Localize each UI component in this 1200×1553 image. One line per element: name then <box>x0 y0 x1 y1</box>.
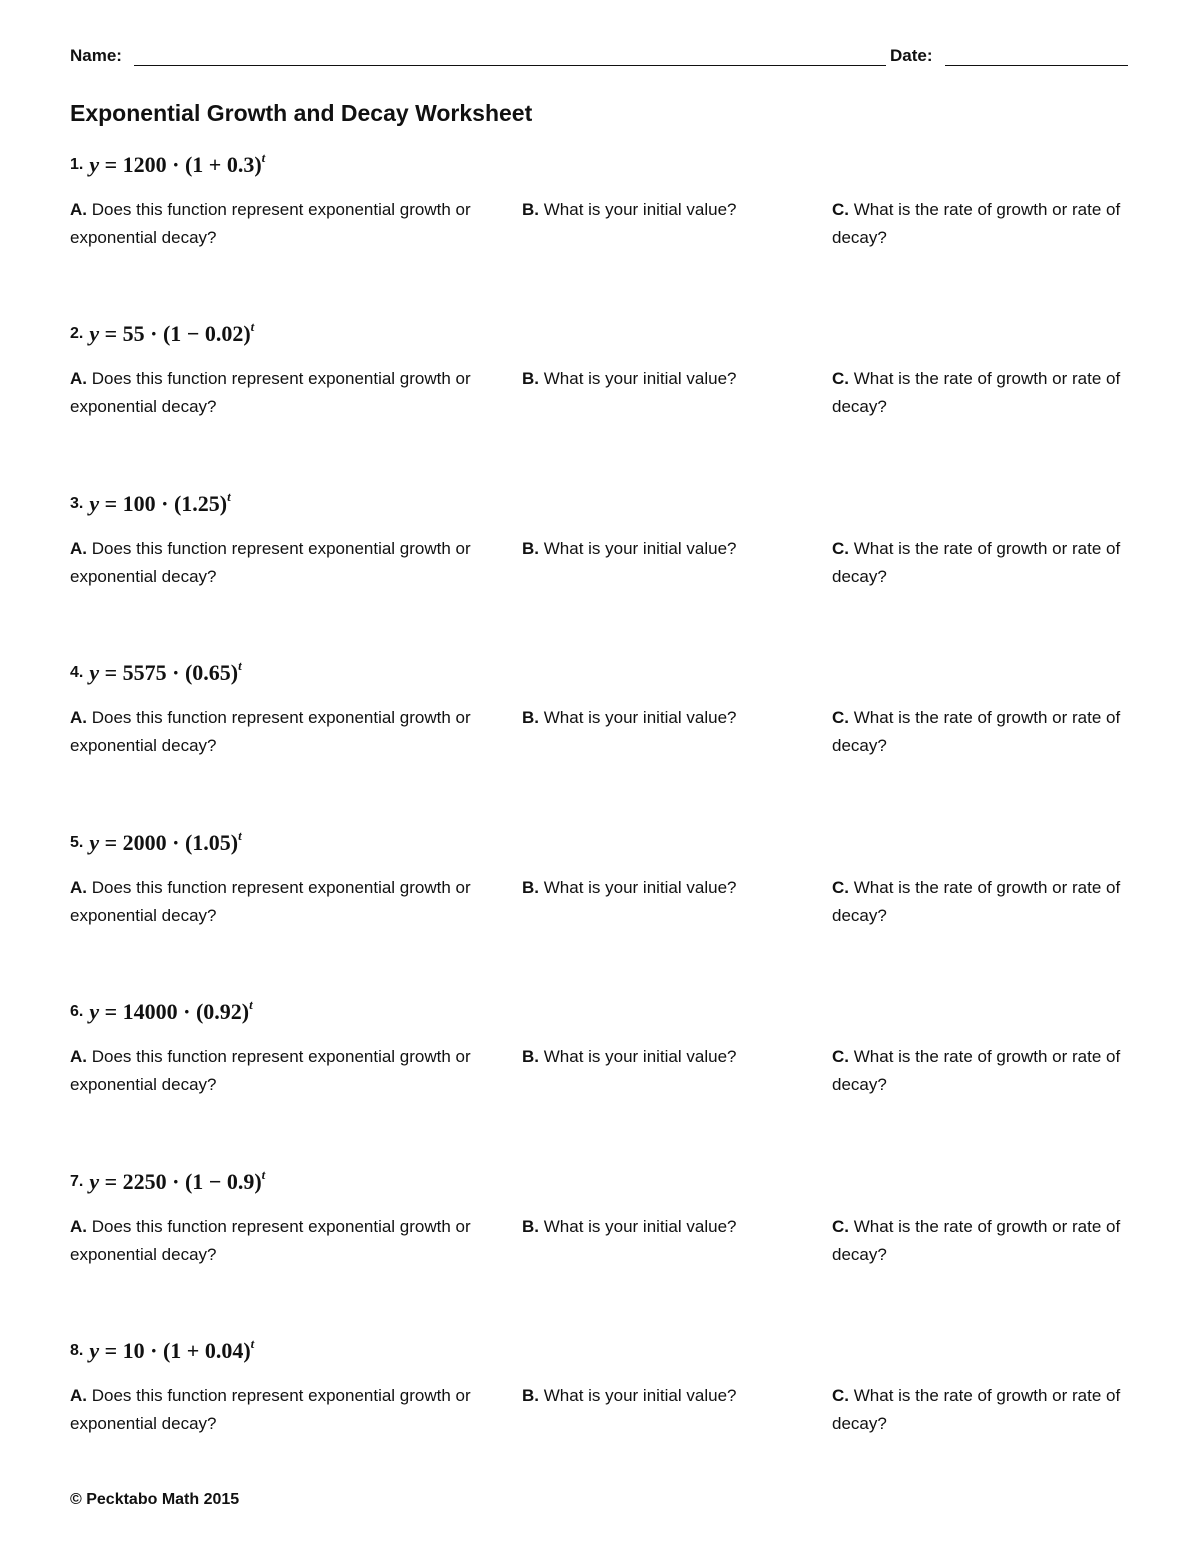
question-a: A. Does this function represent exponential growth or exponential decay? <box>70 1386 471 1433</box>
problem-equation <box>70 491 231 521</box>
problem-7 <box>70 1169 1130 1299</box>
equation: $y = 2250 \cdot (1 - 0.9)^t$ <box>89 1167 266 1195</box>
problem-equation <box>70 999 253 1029</box>
name-blank-line[interactable] <box>134 65 886 66</box>
equation: $y = 1200 \cdot (1 + 0.3)^t$ <box>89 150 266 178</box>
problem-equation <box>70 1169 265 1199</box>
equation: $y = 100 \cdot (1.25)^t$ <box>89 489 231 517</box>
question-b: B. What is your initial value? <box>522 1047 737 1066</box>
copyright-footer: © Pecktabo Math 2015 <box>70 1491 240 1508</box>
name-label: Name: <box>70 46 122 65</box>
question-b: B. What is your initial value? <box>522 200 737 219</box>
problem-5 <box>70 830 1130 960</box>
problem-equation <box>70 830 242 860</box>
date-label: Date: <box>890 46 933 65</box>
question-c: C. What is the rate of growth or rate of decay? <box>832 369 1121 416</box>
problem-equation <box>70 152 265 182</box>
date-blank-line[interactable] <box>945 65 1128 66</box>
question-c: C. What is the rate of growth or rate of decay? <box>832 1386 1121 1433</box>
question-c: C. What is the rate of growth or rate of decay? <box>832 539 1121 586</box>
problem-2 <box>70 321 1130 451</box>
problem-number: 1. <box>70 156 84 174</box>
question-c: C. What is the rate of growth or rate of decay? <box>832 1217 1121 1264</box>
page-title: Exponential Growth and Decay Worksheet <box>70 100 533 126</box>
question-b: B. What is your initial value? <box>522 539 737 558</box>
problem-number: 2. <box>70 325 84 343</box>
question-c: C. What is the rate of growth or rate of decay? <box>832 708 1121 755</box>
equation: $y = 2000 \cdot (1.05)^t$ <box>89 828 242 856</box>
equation: $y = 5575 \cdot (0.65)^t$ <box>89 658 242 686</box>
problem-number: 3. <box>70 495 84 513</box>
equation: $y = 55 \cdot (1 - 0.02)^t$ <box>89 319 255 347</box>
problem-equation <box>70 321 254 351</box>
question-c: C. What is the rate of growth or rate of decay? <box>832 1047 1121 1094</box>
question-b: B. What is your initial value? <box>522 708 737 727</box>
problem-number: 7. <box>70 1173 84 1191</box>
question-a: A. Does this function represent exponential growth or exponential decay? <box>70 1217 471 1264</box>
question-a: A. Does this function represent exponential growth or exponential decay? <box>70 708 471 755</box>
question-a: A. Does this function represent exponential growth or exponential decay? <box>70 878 471 925</box>
question-a: A. Does this function represent exponential growth or exponential decay? <box>70 369 471 416</box>
problem-number: 5. <box>70 834 84 852</box>
question-b: B. What is your initial value? <box>522 1217 737 1236</box>
question-b: B. What is your initial value? <box>522 1386 737 1405</box>
problem-number: 4. <box>70 664 84 682</box>
problem-3 <box>70 491 1130 621</box>
header-row <box>70 44 1128 68</box>
problem-equation <box>70 1338 254 1368</box>
question-a: A. Does this function represent exponential growth or exponential decay? <box>70 200 471 247</box>
problem-equation <box>70 660 242 690</box>
equation: $y = 14000 \cdot (0.92)^t$ <box>89 997 253 1025</box>
question-c: C. What is the rate of growth or rate of decay? <box>832 878 1121 925</box>
problem-1 <box>70 152 1130 282</box>
question-c: C. What is the rate of growth or rate of decay? <box>832 200 1121 247</box>
question-b: B. What is your initial value? <box>522 369 737 388</box>
problem-6 <box>70 999 1130 1129</box>
problem-number: 6. <box>70 1003 84 1021</box>
problem-number: 8. <box>70 1342 84 1360</box>
question-a: A. Does this function represent exponential growth or exponential decay? <box>70 1047 471 1094</box>
question-b: B. What is your initial value? <box>522 878 737 897</box>
problem-8 <box>70 1338 1130 1468</box>
question-a: A. Does this function represent exponential growth or exponential decay? <box>70 539 471 586</box>
problem-4 <box>70 660 1130 790</box>
equation: $y = 10 \cdot (1 + 0.04)^t$ <box>89 1336 255 1364</box>
